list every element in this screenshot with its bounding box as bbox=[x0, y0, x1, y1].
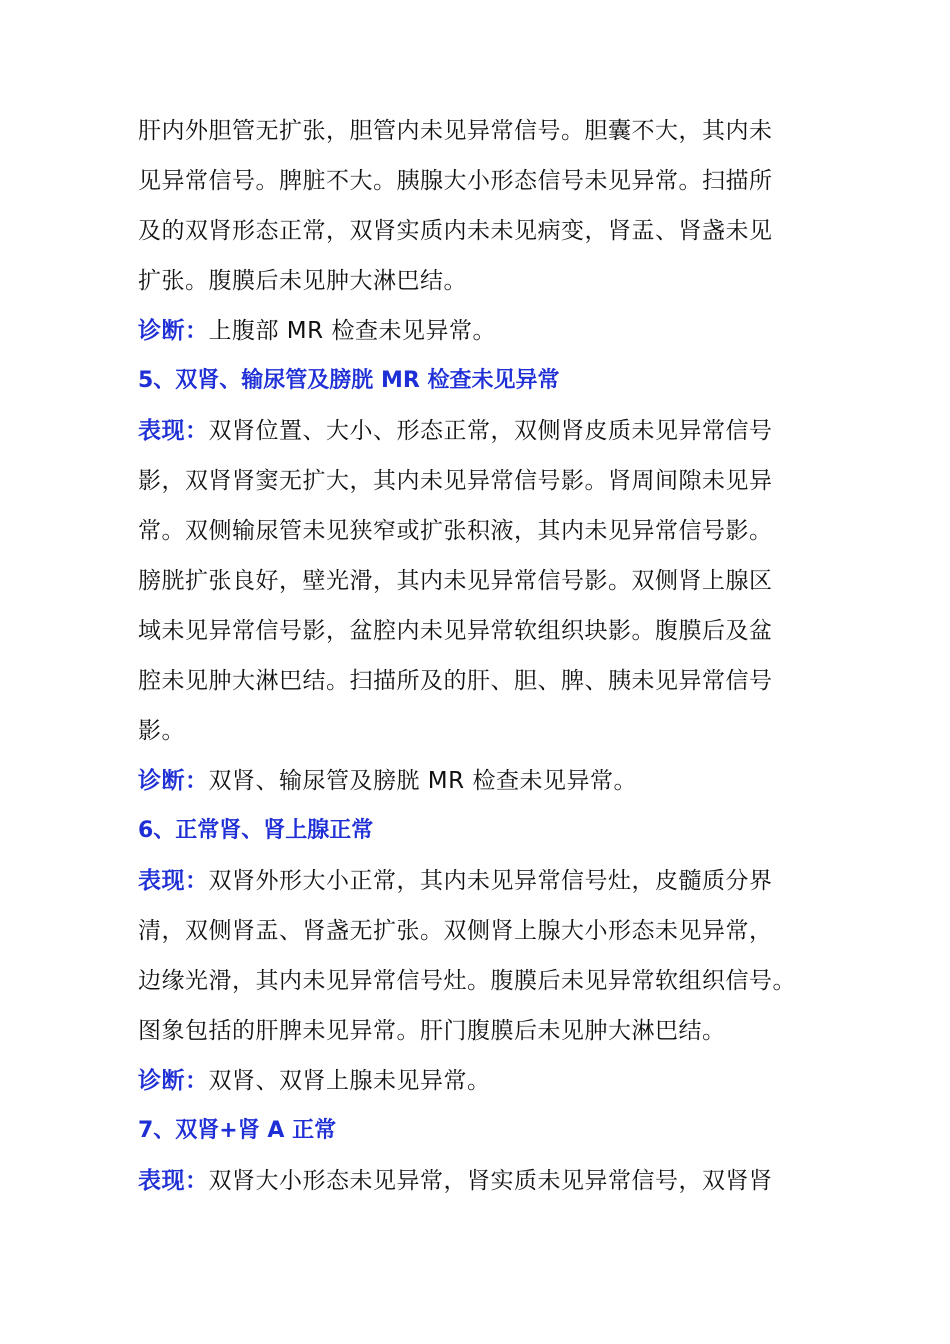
diagnosis-label: 诊断： bbox=[138, 1068, 209, 1094]
diagnosis-text: 上腹部 MR 检查未见异常。 bbox=[208, 318, 496, 344]
section-heading: 7、双肾+肾 A 正常 bbox=[138, 1118, 337, 1143]
findings-text: 双肾位置、大小、形态正常，双侧肾皮质未见异常信号 bbox=[208, 418, 773, 444]
paragraph-line: 影。 bbox=[138, 718, 185, 744]
diagnosis-text: 双肾、双肾上腺未见异常。 bbox=[208, 1068, 491, 1094]
findings-line bbox=[138, 856, 828, 906]
paragraph-line: 腔未见肿大淋巴结。扫描所及的肝、胆、脾、胰未见异常信号 bbox=[138, 668, 773, 694]
findings-label: 表现： bbox=[138, 418, 209, 444]
diagnosis-line bbox=[138, 756, 828, 806]
findings-text: 双肾大小形态未见异常，肾实质未见异常信号，双肾肾 bbox=[208, 1168, 773, 1194]
findings-text: 双肾外形大小正常，其内未见异常信号灶，皮髓质分界 bbox=[208, 868, 773, 894]
diagnosis-text: 双肾、输尿管及膀胱 MR 检查未见异常。 bbox=[208, 768, 637, 794]
paragraph-line: 常。双侧输尿管未见狭窄或扩张积液，其内未见异常信号影。 bbox=[138, 518, 773, 544]
findings-line bbox=[138, 1156, 828, 1206]
diagnosis-label: 诊断： bbox=[138, 318, 209, 344]
paragraph-line: 图象包括的肝脾未见异常。肝门腹膜后未见肿大淋巴结。 bbox=[138, 1018, 726, 1044]
diagnosis-line bbox=[138, 1056, 828, 1106]
paragraph-line: 见异常信号。脾脏不大。胰腺大小形态信号未见异常。扫描所 bbox=[138, 168, 773, 194]
section-heading: 5、双肾、输尿管及膀胱 MR 检查未见异常 bbox=[138, 368, 560, 393]
paragraph-line: 扩张。腹膜后未见肿大淋巴结。 bbox=[138, 268, 467, 294]
diagnosis-label: 诊断： bbox=[138, 768, 209, 794]
document-body bbox=[138, 106, 828, 1206]
findings-line bbox=[138, 406, 828, 456]
findings-label: 表现： bbox=[138, 868, 209, 894]
paragraph-line: 及的双肾形态正常，双肾实质内未未见病变，肾盂、肾盏未见 bbox=[138, 218, 773, 244]
section-heading: 6、正常肾、肾上腺正常 bbox=[138, 818, 374, 843]
paragraph-line: 域未见异常信号影，盆腔内未见异常软组织块影。腹膜后及盆 bbox=[138, 618, 773, 644]
paragraph-line: 影，双肾肾窦无扩大，其内未见异常信号影。肾周间隙未见异 bbox=[138, 468, 773, 494]
paragraph-line: 肝内外胆管无扩张，胆管内未见异常信号。胆囊不大，其内未 bbox=[138, 118, 773, 144]
paragraph-line: 膀胱扩张良好，壁光滑，其内未见异常信号影。双侧肾上腺区 bbox=[138, 568, 773, 594]
paragraph-line: 清，双侧肾盂、肾盏无扩张。双侧肾上腺大小形态未见异常， bbox=[138, 918, 773, 944]
paragraph-line: 边缘光滑，其内未见异常信号灶。腹膜后未见异常软组织信号。 bbox=[138, 968, 796, 994]
findings-label: 表现： bbox=[138, 1168, 209, 1194]
diagnosis-line bbox=[138, 306, 828, 356]
